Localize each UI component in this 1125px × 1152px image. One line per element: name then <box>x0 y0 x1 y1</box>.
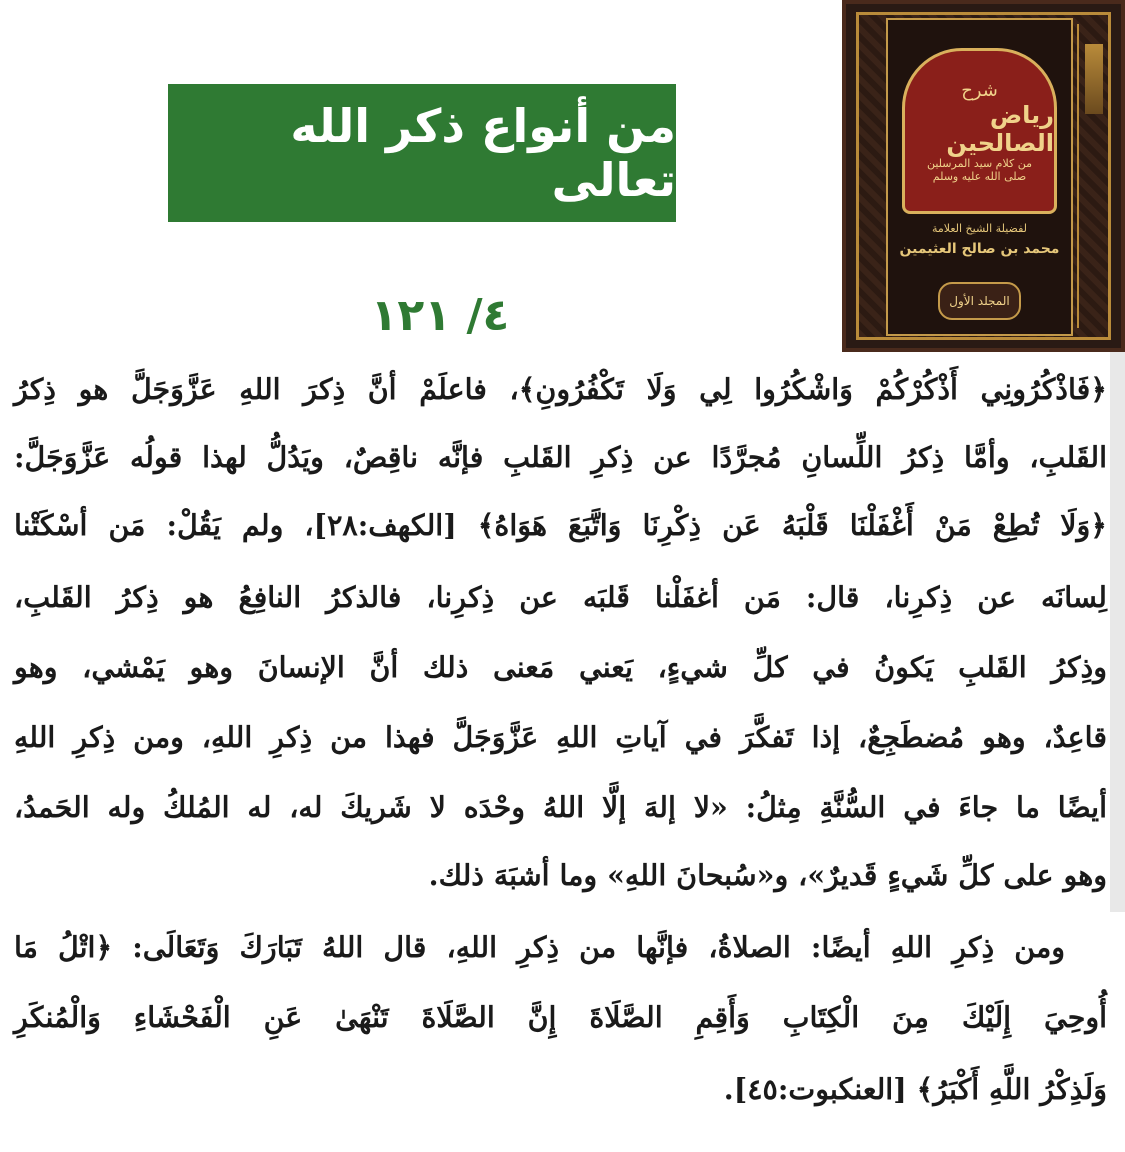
text-line: ﴿وَلَا تُطِعْ مَنْ أَغْفَلْنَا قَلْبَهُ عَن ذِكْرِنَا وَاتَّبَعَ هَوَاهُ﴾ [الكهف:٢٨]، ولم يَقُلْ: مَن أسْكَتْنا <box>14 508 1107 542</box>
cover-volume: المجلد الأول <box>938 282 1021 320</box>
cover-title-plate <box>902 48 1057 214</box>
text-line: ﴿فَاذْكُرُونِي أَذْكُرْكُمْ وَاشْكُرُوا لِي وَلَا تَكْفُرُونِ﴾، فاعلَمْ أنَّ ذِكرَ اللهِ عَزَّوَجَلَّ هو ذِكرُ <box>14 372 1107 406</box>
text-line: قاعِدٌ، وهو مُضطَجِعٌ، إذا تَفكَّرَ في آياتِ اللهِ عَزَّوَجَلَّ فهذا من ذِكرِ اللهِ، ومن ذِكرِ اللهِ <box>14 720 1107 754</box>
text-line: أُوحِيَ إِلَيْكَ مِنَ الْكِتَابِ وَأَقِمِ الصَّلَاةَ إِنَّ الصَّلَاةَ تَنْهَىٰ عَنِ الْفَحْشَاءِ وَالْمُنكَرِ <box>14 1000 1107 1034</box>
scanned-page <box>0 352 1111 912</box>
cover-subtitle: من كلام سيد المرسلين <box>926 156 1033 170</box>
page-reference: ٤/ ١٢١ <box>370 289 510 341</box>
text-line: لِسانَه عن ذِكرِنا، قال: مَن أغفَلْنا قَلبَه عن ذِكرِنا، فالذكرُ النافِعُ هو ذِكرُ القَلبِ، <box>14 580 1107 614</box>
text-line: ومن ذِكرِ اللهِ أيضًا: الصلاةُ، فإنَّها من ذِكرِ اللهِ، قال اللهُ تَبَارَكَ وَتَعَالَى: ﴿اتْلُ مَا <box>14 930 1065 964</box>
text-line: وذِكرُ القَلبِ يَكونُ في كلِّ شيءٍ، يَعني مَعنى ذلك أنَّ الإنسانَ وهو يَمْشي، وهو <box>14 650 1107 684</box>
title-banner <box>168 84 676 222</box>
cover-inner-panel <box>886 18 1073 336</box>
text-line: القَلبِ، وأمَّا ذِكرُ اللِّسانِ مُجرَّدًا عن ذِكرِ القَلبِ فإنَّه ناقِصٌ، ويَدُلُّ لهذا قولُه عَزَّوَجَلَّ: <box>14 440 1107 474</box>
book-cover <box>842 0 1125 352</box>
cover-title-small: شرح <box>961 79 998 101</box>
title-text: من أنواع ذكر الله تعالى <box>290 99 676 207</box>
text-line: أيضًا ما جاءَ في السُّنَّةِ مِثلُ: «لا إلهَ إلَّا اللهُ وحْدَه لا شَريكَ له، له المُلكُ وله الحَمدُ، <box>14 790 1107 824</box>
cover-author-name: محمد بن صالح العثيمين <box>899 240 1060 257</box>
cover-author-block <box>898 220 1061 260</box>
cover-title-main: رياض الصالحين <box>946 100 1054 157</box>
cover-subtitle-2: صلى الله عليه وسلم <box>932 169 1027 183</box>
text-line: وهو على كلِّ شَيءٍ قَديرٌ»، و«سُبحانَ اللهِ» وما أشبَهَ ذلك. <box>428 858 1107 892</box>
lantern-icon <box>1085 44 1103 114</box>
scan-edge-strip <box>1110 352 1125 912</box>
cover-author-label: لفضيلة الشيخ العلامة <box>931 222 1027 235</box>
text-line: وَلَذِكْرُ اللَّهِ أَكْبَرُ﴾ [العنكبوت:٤٥]. <box>723 1072 1107 1106</box>
